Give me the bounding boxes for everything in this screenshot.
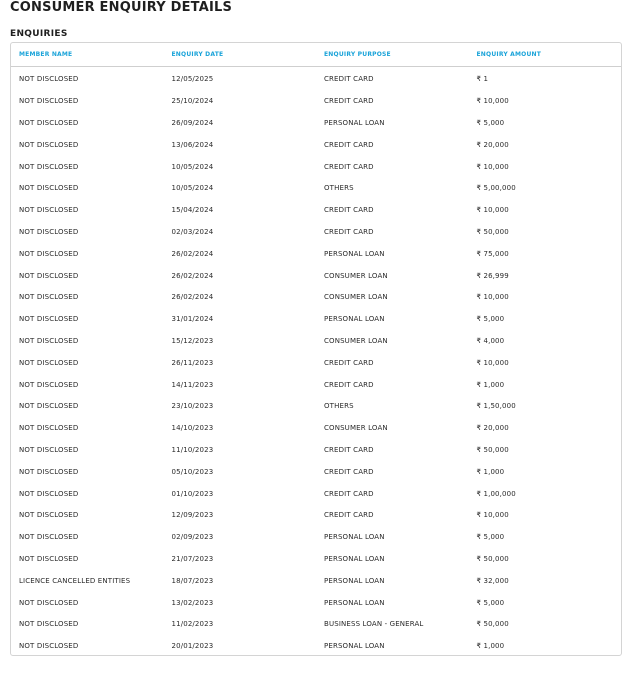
enquiry-amount-cell: ₹ 4,000 — [476, 336, 505, 345]
member-name-cell: NOT DISCLOSED — [19, 380, 79, 389]
table-row — [11, 374, 621, 396]
table-row — [11, 69, 621, 91]
table-row — [11, 200, 621, 222]
enquiry-purpose-cell: PERSONAL LOAN — [324, 533, 385, 542]
member-name-cell: NOT DISCLOSED — [19, 424, 79, 433]
enquiry-purpose-cell: CREDIT CARD — [324, 445, 374, 454]
member-name-cell: NOT DISCLOSED — [19, 75, 79, 84]
column-header-enquiry-amount: ENQUIRY AMOUNT — [476, 50, 542, 58]
table-row — [11, 570, 621, 592]
table-row — [11, 243, 621, 265]
enquiry-purpose-cell: PERSONAL LOAN — [324, 576, 385, 585]
enquiry-amount-cell: ₹ 20,000 — [476, 424, 509, 433]
table-row — [11, 440, 621, 462]
table-row — [11, 352, 621, 374]
member-name-cell: NOT DISCLOSED — [19, 554, 79, 563]
enquiry-amount-cell: ₹ 10,000 — [476, 97, 509, 106]
enquiry-amount-cell: ₹ 5,000 — [476, 598, 505, 607]
enquiry-amount-cell: ₹ 5,000 — [476, 533, 505, 542]
enquiry-date-cell: 26/02/2024 — [171, 293, 214, 302]
table-row — [11, 222, 621, 244]
enquiry-amount-cell: ₹ 20,000 — [476, 140, 509, 149]
enquiry-date-cell: 18/07/2023 — [171, 576, 214, 585]
enquiry-amount-cell: ₹ 10,000 — [476, 358, 509, 367]
member-name-cell: NOT DISCLOSED — [19, 402, 79, 411]
enquiry-purpose-cell: OTHERS — [324, 402, 354, 411]
member-name-cell: NOT DISCLOSED — [19, 620, 79, 629]
enquiry-date-cell: 26/02/2024 — [171, 271, 214, 280]
member-name-cell: NOT DISCLOSED — [19, 642, 79, 651]
enquiry-amount-cell: ₹ 5,00,000 — [476, 184, 516, 193]
enquiry-amount-cell: ₹ 10,000 — [476, 206, 509, 215]
table-row — [11, 527, 621, 549]
enquiry-purpose-cell: BUSINESS LOAN - GENERAL — [324, 620, 424, 629]
enquiry-purpose-cell: PERSONAL LOAN — [324, 249, 385, 258]
enquiry-purpose-cell: CREDIT CARD — [324, 380, 374, 389]
enquiries-table — [10, 42, 622, 656]
section-title: ENQUIRIES — [10, 29, 68, 39]
enquiry-date-cell: 14/10/2023 — [171, 424, 214, 433]
enquiry-amount-cell: ₹ 10,000 — [476, 511, 509, 520]
enquiry-amount-cell: ₹ 5,000 — [476, 315, 505, 324]
enquiry-purpose-cell: CREDIT CARD — [324, 206, 374, 215]
member-name-cell: LICENCE CANCELLED ENTITIES — [19, 576, 131, 585]
enquiry-date-cell: 25/10/2024 — [171, 97, 214, 106]
enquiry-purpose-cell: CREDIT CARD — [324, 467, 374, 476]
enquiry-date-cell: 02/09/2023 — [171, 533, 214, 542]
member-name-cell: NOT DISCLOSED — [19, 489, 79, 498]
enquiry-date-cell: 31/01/2024 — [171, 315, 214, 324]
enquiry-date-cell: 15/12/2023 — [171, 336, 214, 345]
member-name-cell: NOT DISCLOSED — [19, 293, 79, 302]
table-row — [11, 265, 621, 287]
member-name-cell: NOT DISCLOSED — [19, 445, 79, 454]
enquiry-purpose-cell: CREDIT CARD — [324, 489, 374, 498]
table-row — [11, 113, 621, 135]
enquiry-purpose-cell: CREDIT CARD — [324, 162, 374, 171]
member-name-cell: NOT DISCLOSED — [19, 511, 79, 520]
enquiry-amount-cell: ₹ 1,000 — [476, 467, 505, 476]
table-body — [11, 67, 621, 656]
enquiry-amount-cell: ₹ 75,000 — [476, 249, 509, 258]
table-row — [11, 91, 621, 113]
enquiry-amount-cell: ₹ 50,000 — [476, 445, 509, 454]
member-name-cell: NOT DISCLOSED — [19, 184, 79, 193]
enquiry-date-cell: 21/07/2023 — [171, 554, 214, 563]
enquiry-purpose-cell: CONSUMER LOAN — [324, 336, 388, 345]
table-row — [11, 331, 621, 353]
enquiry-date-cell: 11/10/2023 — [171, 445, 214, 454]
enquiry-amount-cell: ₹ 1 — [476, 75, 489, 84]
member-name-cell: NOT DISCLOSED — [19, 271, 79, 280]
enquiry-date-cell: 12/09/2023 — [171, 511, 214, 520]
enquiry-purpose-cell: CREDIT CARD — [324, 227, 374, 236]
member-name-cell: NOT DISCLOSED — [19, 140, 79, 149]
table-header — [11, 43, 621, 67]
enquiry-purpose-cell: PERSONAL LOAN — [324, 554, 385, 563]
member-name-cell: NOT DISCLOSED — [19, 315, 79, 324]
enquiry-amount-cell: ₹ 50,000 — [476, 554, 509, 563]
enquiry-purpose-cell: CONSUMER LOAN — [324, 271, 388, 280]
table-row — [11, 418, 621, 440]
enquiry-amount-cell: ₹ 32,000 — [476, 576, 509, 585]
enquiry-date-cell: 14/11/2023 — [171, 380, 214, 389]
enquiry-date-cell: 13/02/2023 — [171, 598, 214, 607]
enquiry-date-cell: 13/06/2024 — [171, 140, 214, 149]
enquiry-date-cell: 05/10/2023 — [171, 467, 214, 476]
enquiry-purpose-cell: CREDIT CARD — [324, 97, 374, 106]
enquiry-purpose-cell: PERSONAL LOAN — [324, 118, 385, 127]
column-header-member-name: MEMBER NAME — [19, 50, 73, 58]
member-name-cell: NOT DISCLOSED — [19, 249, 79, 258]
table-row — [11, 156, 621, 178]
enquiry-amount-cell: ₹ 1,00,000 — [476, 489, 516, 498]
enquiry-date-cell: 15/04/2024 — [171, 206, 214, 215]
enquiry-purpose-cell: CONSUMER LOAN — [324, 293, 388, 302]
table-row — [11, 614, 621, 636]
member-name-cell: NOT DISCLOSED — [19, 533, 79, 542]
page-title: CONSUMER ENQUIRY DETAILS — [10, 0, 233, 15]
enquiry-date-cell: 26/02/2024 — [171, 249, 214, 258]
member-name-cell: NOT DISCLOSED — [19, 97, 79, 106]
enquiry-purpose-cell: PERSONAL LOAN — [324, 642, 385, 651]
enquiry-purpose-cell: CONSUMER LOAN — [324, 424, 388, 433]
member-name-cell: NOT DISCLOSED — [19, 206, 79, 215]
member-name-cell: NOT DISCLOSED — [19, 598, 79, 607]
member-name-cell: NOT DISCLOSED — [19, 467, 79, 476]
member-name-cell: NOT DISCLOSED — [19, 358, 79, 367]
enquiry-amount-cell: ₹ 10,000 — [476, 293, 509, 302]
enquiry-date-cell: 10/05/2024 — [171, 184, 214, 193]
enquiry-purpose-cell: OTHERS — [324, 184, 354, 193]
member-name-cell: NOT DISCLOSED — [19, 118, 79, 127]
column-header-enquiry-purpose: ENQUIRY PURPOSE — [324, 50, 391, 58]
enquiry-amount-cell: ₹ 10,000 — [476, 162, 509, 171]
enquiry-purpose-cell: CREDIT CARD — [324, 140, 374, 149]
enquiry-date-cell: 02/03/2024 — [171, 227, 214, 236]
enquiry-date-cell: 26/09/2024 — [171, 118, 214, 127]
table-row — [11, 505, 621, 527]
enquiry-date-cell: 01/10/2023 — [171, 489, 214, 498]
enquiry-purpose-cell: PERSONAL LOAN — [324, 315, 385, 324]
table-row — [11, 549, 621, 571]
enquiry-date-cell: 10/05/2024 — [171, 162, 214, 171]
enquiry-purpose-cell: PERSONAL LOAN — [324, 598, 385, 607]
enquiry-amount-cell: ₹ 1,000 — [476, 642, 505, 651]
table-row — [11, 396, 621, 418]
member-name-cell: NOT DISCLOSED — [19, 336, 79, 345]
enquiry-purpose-cell: CREDIT CARD — [324, 511, 374, 520]
enquiry-purpose-cell: CREDIT CARD — [324, 75, 374, 84]
table-row — [11, 592, 621, 614]
enquiry-amount-cell: ₹ 26,999 — [476, 271, 509, 280]
enquiry-amount-cell: ₹ 50,000 — [476, 227, 509, 236]
enquiry-date-cell: 20/01/2023 — [171, 642, 214, 651]
enquiry-date-cell: 11/02/2023 — [171, 620, 214, 629]
enquiry-date-cell: 23/10/2023 — [171, 402, 214, 411]
enquiry-purpose-cell: CREDIT CARD — [324, 358, 374, 367]
enquiry-amount-cell: ₹ 50,000 — [476, 620, 509, 629]
table-row — [11, 461, 621, 483]
column-header-enquiry-date: ENQUIRY DATE — [171, 50, 224, 58]
enquiry-amount-cell: ₹ 1,000 — [476, 380, 505, 389]
member-name-cell: NOT DISCLOSED — [19, 227, 79, 236]
table-row — [11, 178, 621, 200]
table-row — [11, 483, 621, 505]
enquiry-date-cell: 12/05/2025 — [171, 75, 214, 84]
enquiry-amount-cell: ₹ 5,000 — [476, 118, 505, 127]
enquiry-date-cell: 26/11/2023 — [171, 358, 214, 367]
table-row — [11, 636, 621, 656]
member-name-cell: NOT DISCLOSED — [19, 162, 79, 171]
table-row — [11, 134, 621, 156]
table-row — [11, 287, 621, 309]
enquiry-amount-cell: ₹ 1,50,000 — [476, 402, 516, 411]
table-row — [11, 309, 621, 331]
